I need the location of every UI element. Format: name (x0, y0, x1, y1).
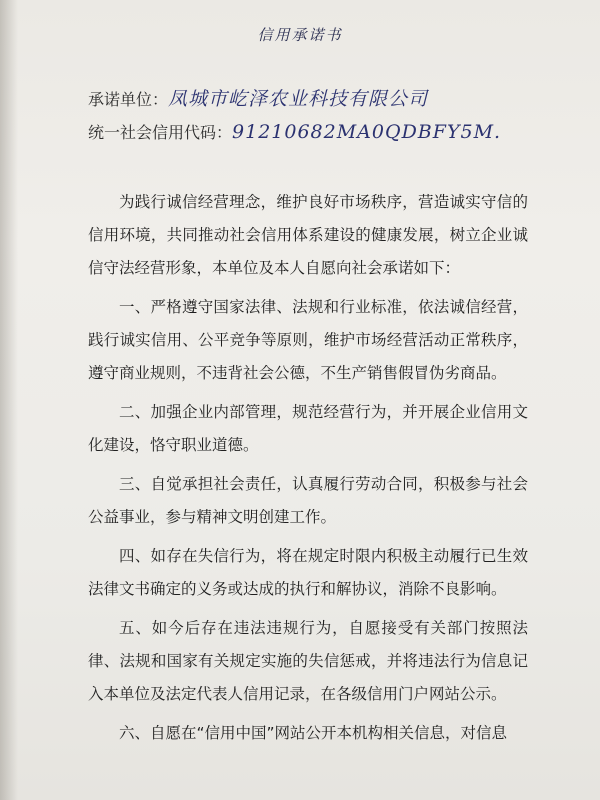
paragraph-5: 五、如今后存在违法违规行为，自愿接受有关部门按照法律、法规和国家有关规定实施的失信惩戒，并将违法行为信息记入本单位及法定代表人信用记录，在各级信用门户网站公示。 (88, 619, 528, 703)
unit-label: 承诺单位： (88, 90, 169, 109)
page-shadow (0, 0, 18, 800)
paragraph-3: 三、自觉承担社会责任，认真履行劳动合同，积极参与社会公益事业，参与精神文明创建工作。 (88, 475, 528, 526)
paragraph-2: 二、加强企业内部管理，规范经营行为，并开展企业信用文化建设，恪守职业道德。 (88, 403, 528, 454)
unit-value-handwritten: 凤城市屹泽农业科技有限公司 (168, 88, 429, 110)
unit-field (88, 84, 428, 111)
paragraph-1: 一、严格遵守国家法律、法规和行业标准，依法诚信经营，践行诚实信用、公平竞争等原则，维护市场经营活动正常秩序，遵守商业规则，不违背社会公德，不生产销售假冒伪劣商品。 (88, 298, 528, 382)
credit-code-value-handwritten: 91210682MA0QDBFY5M. (232, 121, 502, 143)
document-title: 信用承诺书 (257, 26, 343, 44)
paragraph-4: 四、如存在失信行为，将在规定时限内积极主动履行已生效法律文书确定的义务或达成的执行和解协议，消除不良影响。 (88, 547, 528, 598)
document-body (88, 186, 528, 756)
paragraph-6: 六、自愿在“信用中国”网站公开本机构相关信息，对信息 (119, 724, 508, 742)
credit-code-field (88, 120, 501, 143)
credit-code-label: 统一社会信用代码： (88, 123, 233, 142)
paragraph-intro: 为践行诚信经营理念，维护良好市场秩序，营造诚实守信的信用环境，共同推动社会信用体系建设的健康发展，树立企业诚信守法经营形象，本单位及本人自愿向社会承诺如下： (88, 193, 528, 277)
